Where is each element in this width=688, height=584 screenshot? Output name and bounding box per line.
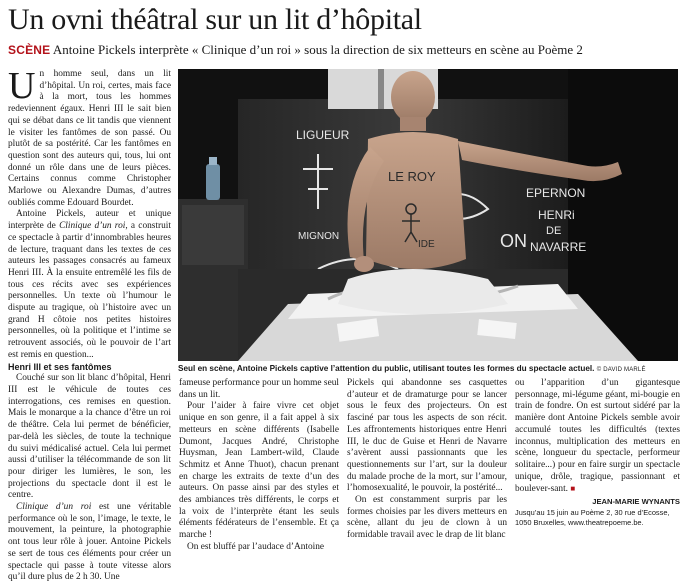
wall-word-4: DE: [546, 225, 562, 237]
dropcap: U: [8, 65, 36, 107]
play-title-2: Clinique d’un roi: [16, 502, 92, 513]
deck-text: Antoine Pickels interprète « Clinique d’un roi » sous la direction de six metteurs en scène au Poème 2: [50, 42, 583, 57]
wall-word-3: HENRi: [538, 208, 575, 222]
paragraph-2-pre: Antoine Pickels, auteur et unique interprète de: [8, 209, 171, 232]
wall-word-2: EPERNON: [526, 186, 586, 200]
photo-caption: [178, 363, 678, 376]
section-rubric: SCÈNE: [8, 43, 51, 57]
paragraph-8: Pickels qui abandonne ses casquettes d’auteur et de dramaturge pour se lancer sous le feux des projecteurs. On est fasciné par tous les aspects de son récit. Les affrontements historiques entre Henri III, le duc de Guise et Henri de Navarre s’avèrent aussi passionnants que les questionnements sur l’art, sur la douleur du malade proche de la mort, sur l’amour, l’homosexualité, le pouvoir, la postérité...: [347, 378, 507, 494]
article-column-1: [8, 65, 171, 583]
body-word-0: LE ROY: [388, 169, 436, 184]
deck: [8, 41, 684, 59]
article-photo: [178, 69, 678, 361]
wall-word-0: LIGUEUR: [296, 128, 350, 142]
stage-photo-illustration: [178, 69, 678, 361]
article-column-2: [179, 378, 339, 553]
paragraph-4-text: est une véritable performance où le son, l’image, le texte, le mouvement, la peinture, la photographie ont tous leur rôle à jouer. Antoine Pickels se sert de tous ces éléments pour créer un spectacle qui passe à toute vitesse alors qu’il dure plus de 2 h 30. Une: [8, 502, 171, 583]
paragraph-1: [8, 65, 171, 209]
end-mark: ■: [570, 484, 576, 494]
paragraph-5: fameuse performance pour un homme seul dans un lit.: [179, 378, 339, 400]
paragraph-6: Pour l’aider à faire vivre cet objet unique en son genre, il a fait appel à six metteurs en scène différents (Isabelle Dumont, Jacques André, Christophe Huysman, Jean Lambert-wild, Claude Schmitz et Anne Thuot), chacun prenant en charge les extraits de texte d’un des auteurs. On passe ainsi par des styles et des ambiances très différents, le corps et la voix de l’interprète étant les seuls éléments fédérateurs de l’ensemble. Et ça marche !: [179, 401, 339, 541]
caption-text: Seul en scène, Antoine Pickels captive l’attention du public, utilisant toutes les formes du spectacle actuel.: [178, 364, 595, 373]
paragraph-7: On est bluffé par l’audace d’Antoine: [187, 541, 325, 552]
paragraph-1-text: n homme seul, dans un lit d’hôpital. Un roi, certes, mais face à la mort, tous les hommes redeviennent égaux. Henri III le sait bien qui se débat dans ce lit tandis que viennent le visiter les fantômes de son passé. Ou plutôt de sa postérité. Car les fantômes en question sont des auteurs qui, tous, lui ont donné un rôle dans une de leurs pièces. Certains connus comme Christopher Marlowe ou Alexandre Dumas, d’autres oubliés comme Edouard Bourdet.: [8, 69, 171, 208]
paragraph-3: Couché sur son lit blanc d’hôpital, Henri III est le véhicule de toutes ces interrogations, ces remises en question. Mais le monarque a la chance d’être un roi de théâtre. Cela lui permet de bénéficier, par-delà les siècles, de toute la technique du suivi médicalisé actuel. Cela lui permet aussi d’utiliser la télécommande de son lit pour diriger les lumières, le son, les projections du spectacle dont il est le centre.: [8, 373, 171, 501]
paragraph-2: [8, 209, 171, 361]
play-title: Clinique d’un roi: [59, 221, 126, 232]
headline: Un ovni théâtral sur un lit d’hôpital: [8, 3, 422, 36]
wall-word-6: ON: [500, 231, 527, 251]
paragraph-2-post: , a construit ce spectacle à partir d’innombrables heures de lecture, traquant dans les textes de ces auteurs les passages consacrés au fameux Henri III. À la ensuite entremêlé les fils de tous ces récits avec ses expériences personnelles. Un texte où l’humour le dispute au tragique, où l’histoire avec un grand H côtoie nos petites histoires personnelles, où la politique et l’intime se retrouvent associés, où le pouvoir de l’art est remis en question...: [8, 221, 171, 360]
paragraph-9: On est constamment surpris par les formes choisies par les divers metteurs en scène, allant du jeu de clown à un formidable travail avec le drap de lit blanc: [347, 495, 507, 541]
photo-credit: © DAVID MARLÉ: [596, 367, 646, 373]
wall-word-1: MIGNON: [298, 231, 340, 242]
article-column-3: [347, 378, 507, 553]
byline: JEAN-MARIE WYNANTS: [592, 497, 680, 507]
article-column-4: [515, 378, 680, 553]
body-word-1: IDE: [418, 239, 435, 250]
paragraph-10: [515, 378, 680, 496]
subheading: Henri III et ses fantômes: [8, 361, 112, 372]
paragraph-4: [8, 502, 171, 584]
wall-word-5: NAVARRE: [530, 240, 587, 254]
practical-info: Jusqu’au 15 juin au Poème 2, 30 rue d’Ecosse, 1050 Bruxelles, www.theatrepoeme.be.: [515, 507, 670, 527]
paragraph-10-text: ou l’apparition d’un gigantesque personnage, mi-légume géant, mi-bougie en train de fondre. On est surtout sidéré par la manière dont Antoine Pickels semble avoir accumulé toutes les difficultés (textes inconnus, multiplication des metteurs en scène, longueur du spectacle, performeur solitaire...) pour en faire surgir un spectacle unique, drôle, tragique, passionnant et boulever-sant.: [515, 378, 680, 495]
